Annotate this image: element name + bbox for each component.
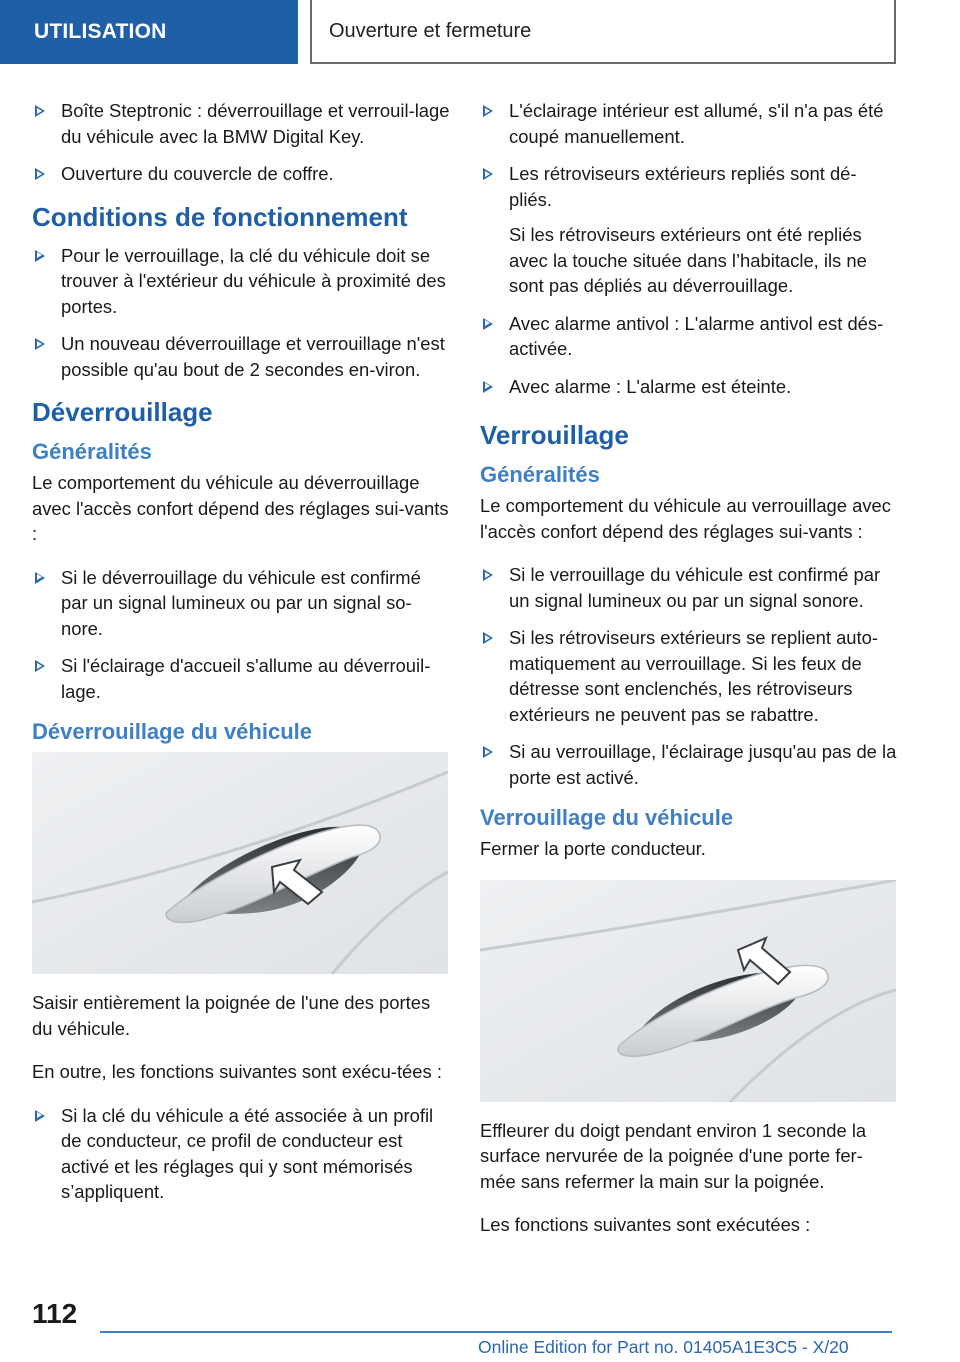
triangle-bullet-icon	[483, 318, 493, 330]
triangle-bullet-icon	[483, 381, 493, 393]
triangle-bullet-icon	[35, 1110, 45, 1122]
unlock-heading: Déverrouillage	[32, 397, 213, 427]
triangle-bullet-icon	[483, 632, 493, 644]
triangle-bullet-icon	[483, 746, 493, 758]
lock-general-text: Le comportement du véhicule au verrouillage avec l'accès confort dépend des réglages sui-vants :	[480, 495, 891, 542]
unlock-functions-list	[480, 98, 898, 399]
triangle-bullet-icon	[35, 338, 45, 350]
triangle-bullet-icon	[35, 572, 45, 584]
list-item: Boîte Steptronic : déverrouillage et verrouil-lage du véhicule avec la BMW Digital Key.	[32, 98, 450, 149]
unlock-vehicle-list	[32, 1103, 450, 1205]
door-handle-unlock-illustration	[32, 752, 448, 974]
lock-vehicle-heading: Verrouillage du véhicule	[480, 805, 734, 830]
conditions-heading: Conditions de fonctionnement	[32, 201, 408, 232]
footer-divider	[100, 1331, 892, 1333]
page-number: 112	[32, 1298, 78, 1329]
right-column	[480, 98, 898, 1256]
list-item: Les rétroviseurs extérieurs repliés sont dé-pliés. Si les rétroviseurs extérieurs ont été repliés avec la touche située dans l’habitacle, ils ne sont pas dépliés au déverrouillage.	[480, 161, 898, 299]
list-item-note: Si les rétroviseurs extérieurs ont été repliés avec la touche située dans l’habitacle, ils ne sont pas dépliés au déverrouillage.	[509, 224, 867, 296]
lock-general-heading: Généralités	[480, 462, 600, 487]
list-item: Si le déverrouillage du véhicule est confirmé par un signal lumineux ou par un signal so-nore.	[32, 565, 450, 642]
unlock-general-text: Le comportement du véhicule au déverrouillage avec l'accès confort dépend des réglages sui-vants :	[32, 472, 449, 544]
door-handle-lock-illustration	[480, 880, 896, 1102]
unlock-vehicle-heading: Déverrouillage du véhicule	[32, 719, 312, 744]
list-item: L'éclairage intérieur est allumé, s'il n'a pas été coupé manuellement.	[480, 98, 898, 149]
list-item: Un nouveau déverrouillage et verrouillage n'est possible qu'au bout de 2 secondes en-viron.	[32, 331, 450, 382]
lock-general-list	[480, 562, 898, 790]
list-item: Si les rétroviseurs extérieurs se replient auto-matiquement au verrouillage. Si les feux de détresse sont enclenchés, les rétroviseurs extérieurs ne peuvent pas se rabattre.	[480, 625, 898, 727]
triangle-bullet-icon	[35, 660, 45, 672]
unlock-vehicle-text-1: Saisir entièrement la poignée de l'une des portes du véhicule.	[32, 992, 431, 1039]
lock-vehicle-text-1: Fermer la porte conducteur.	[480, 838, 706, 859]
triangle-bullet-icon	[483, 105, 493, 117]
unlock-vehicle-text-2: En outre, les fonctions suivantes sont exécu-tées :	[32, 1061, 442, 1082]
list-item: Si le verrouillage du véhicule est confirmé par un signal lumineux ou par un signal sonore.	[480, 562, 898, 613]
lock-vehicle-text-3: Les fonctions suivantes sont exécutées :	[480, 1214, 811, 1235]
list-item: Avec alarme : L'alarme est éteinte.	[480, 374, 898, 400]
lock-heading: Verrouillage	[480, 420, 629, 450]
left-column	[32, 98, 450, 1219]
triangle-bullet-icon	[35, 250, 45, 262]
list-item: Ouverture du couvercle de coffre.	[32, 161, 450, 187]
unlock-general-list	[32, 565, 450, 705]
triangle-bullet-icon	[35, 105, 45, 117]
lock-vehicle-text-2: Effleurer du doigt pendant environ 1 seconde la surface nervurée de la poignée d'une porte fer-mée sans refermer la main sur la poignée.	[480, 1119, 867, 1192]
unlock-general-heading: Généralités	[32, 439, 152, 464]
list-item: Si au verrouillage, l'éclairage jusqu'au pas de la porte est activé.	[480, 739, 898, 790]
footer-edition: Online Edition for Part no. 01405A1E3C5 - X/20	[478, 1337, 849, 1357]
triangle-bullet-icon	[483, 569, 493, 581]
section-tab: UTILISATION	[0, 0, 298, 64]
list-item: Si la clé du véhicule a été associée à un profil de conducteur, ce profil de conducteur est activé et les réglages qui y sont mémorisés s’appliquent.	[32, 1103, 450, 1205]
list-item: Pour le verrouillage, la clé du véhicule doit se trouver à l'extérieur du véhicule à proximité des portes.	[32, 243, 450, 320]
list-item: Avec alarme antivol : L'alarme antivol est dés-activée.	[480, 311, 898, 362]
page-header	[0, 0, 960, 66]
triangle-bullet-icon	[35, 168, 45, 180]
chapter-title: Ouverture et fermeture	[310, 0, 896, 64]
triangle-bullet-icon	[483, 168, 493, 180]
intro-list	[32, 98, 450, 187]
conditions-list	[32, 243, 450, 383]
list-item: Si l'éclairage d'accueil s'allume au déverrouil-lage.	[32, 653, 450, 704]
